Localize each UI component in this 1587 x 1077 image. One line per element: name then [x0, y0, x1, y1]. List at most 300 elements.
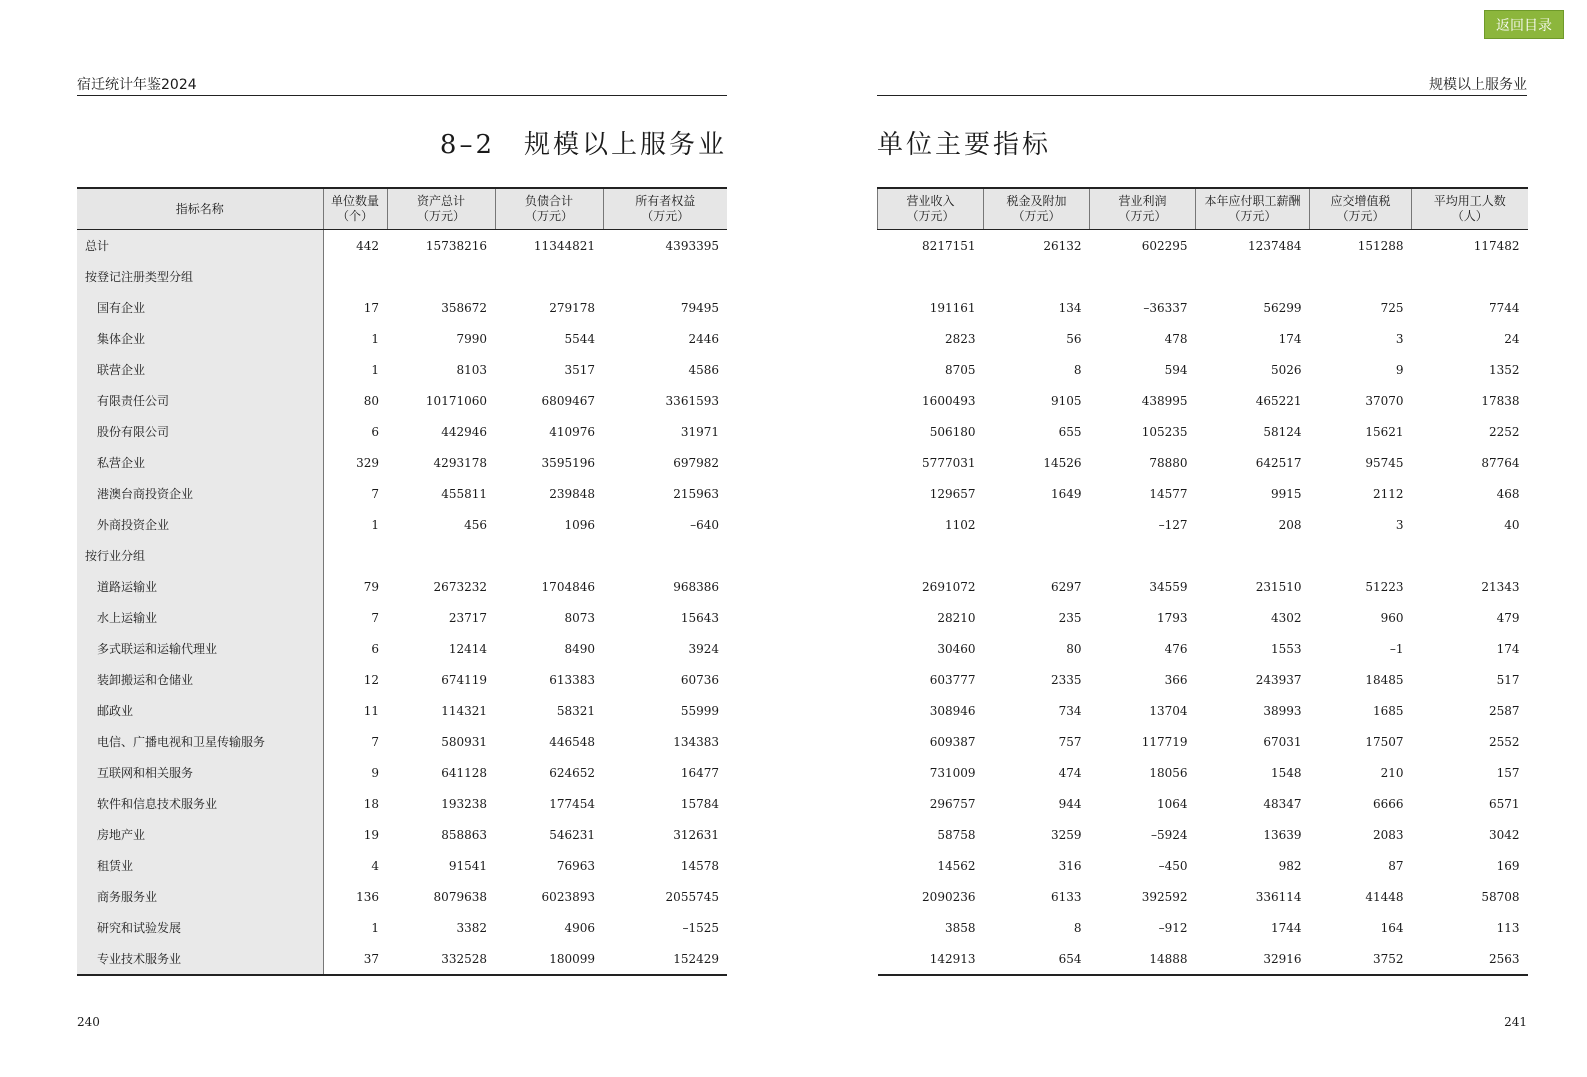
table-cell: 239848: [549, 486, 595, 501]
table-cell: 8073: [564, 610, 595, 625]
table-row: [77, 323, 727, 354]
table-row: [878, 664, 1528, 695]
table-cell: 58708: [1481, 889, 1520, 904]
indicator-name: 外商投资企业: [77, 509, 323, 540]
table-cell: 6571: [1488, 796, 1520, 811]
table-cell: –1525: [682, 920, 719, 935]
table-row: [878, 726, 1528, 757]
table-row: [77, 602, 727, 633]
table-cell: 580931: [441, 734, 487, 749]
table-cell: 231510: [1255, 579, 1302, 594]
table-cell: 725: [1380, 300, 1404, 315]
table-cell: 308946: [929, 703, 976, 718]
table-cell: 442946: [441, 424, 487, 439]
table-cell: 329: [356, 455, 379, 470]
table-cell: 8103: [456, 362, 487, 377]
table-cell: [1412, 261, 1528, 292]
table-cell: [1412, 540, 1528, 571]
table-cell: 15738216: [425, 238, 487, 253]
table-cell: 7: [371, 734, 379, 749]
table-row: [77, 540, 727, 571]
table-cell: 215963: [673, 486, 719, 501]
table-cell: 55999: [680, 703, 719, 718]
column-header-unit: （万元）: [1228, 209, 1277, 223]
table-row: [77, 416, 727, 447]
table-cell: 336114: [1255, 889, 1302, 904]
table-row: [77, 354, 727, 385]
table-cell: 506180: [929, 424, 976, 439]
table-cell: 12414: [448, 641, 487, 656]
table-cell: 3382: [456, 920, 487, 935]
table-cell: 2112: [1372, 486, 1404, 501]
table-cell: 316: [1058, 858, 1082, 873]
table-cell: 10171060: [425, 393, 487, 408]
column-header-unit: （万元）: [416, 209, 465, 223]
column-header-unit: （万元）: [1336, 209, 1385, 223]
table-cell: [387, 540, 495, 571]
table-cell: 31971: [680, 424, 719, 439]
table-row: [77, 292, 727, 323]
table-cell: 312631: [673, 827, 719, 842]
column-header-unit: （万元）: [1118, 209, 1167, 223]
table-cell: 19: [363, 827, 379, 842]
table-row: [878, 261, 1528, 292]
column-header: [1310, 188, 1412, 230]
column-header-label: 指标名称: [175, 201, 224, 216]
table-cell: 3752: [1310, 943, 1412, 975]
table-cell: 18056: [1149, 765, 1188, 780]
table-cell: 23717: [448, 610, 487, 625]
table-cell: 279178: [549, 300, 595, 315]
table-cell: 8217151: [922, 238, 976, 253]
column-header: [878, 188, 984, 230]
table-cell: 210: [1380, 765, 1404, 780]
table-cell: 26132: [1043, 238, 1082, 253]
table-row: [878, 354, 1528, 385]
table-cell: 14577: [1149, 486, 1188, 501]
table-cell: 603777: [929, 672, 976, 687]
table-cell: 113: [1496, 920, 1520, 935]
table-cell: 58321: [556, 703, 595, 718]
table-row: [77, 881, 727, 912]
table-cell: 157: [1496, 765, 1520, 780]
column-header: [1412, 188, 1528, 230]
table-row: [77, 819, 727, 850]
table-cell: 6: [371, 641, 379, 656]
page-number-left: 240: [77, 1015, 100, 1029]
table-row: [77, 509, 727, 540]
column-header: [323, 188, 387, 230]
table-cell: 142913: [878, 943, 984, 975]
table-cell: [984, 540, 1090, 571]
table-cell: 446548: [549, 734, 595, 749]
indicator-name: 软件和信息技术服务业: [77, 788, 323, 819]
table-row: [878, 478, 1528, 509]
table-cell: 4302: [1270, 610, 1302, 625]
table-cell: 1: [371, 920, 379, 935]
table-cell: 243937: [1255, 672, 1302, 687]
table-cell: 1553: [1270, 641, 1302, 656]
column-header-label: 营业利润: [1118, 194, 1167, 208]
back-to-contents-button[interactable]: 返回目录: [1484, 10, 1564, 39]
table-cell: 1352: [1488, 362, 1520, 377]
table-row: [878, 509, 1528, 540]
table-cell: 48347: [1263, 796, 1302, 811]
table-cell: 17507: [1365, 734, 1404, 749]
indicator-name: 专业技术服务业: [77, 943, 323, 975]
table-cell: –450: [1158, 858, 1188, 873]
table-cell: 15784: [680, 796, 719, 811]
column-header-label: 应交增值税: [1330, 194, 1391, 208]
table-cell: 169: [1496, 858, 1520, 873]
table-cell: 479: [1496, 610, 1520, 625]
table-cell: 30460: [937, 641, 976, 656]
table-cell: 2563: [1412, 943, 1528, 975]
table-cell: 2252: [1488, 424, 1520, 439]
table-row: [77, 912, 727, 943]
table-cell: 296757: [929, 796, 976, 811]
table-cell: 14888: [1090, 943, 1196, 975]
table-cell: 152429: [603, 943, 727, 975]
table-cell: 2691072: [922, 579, 976, 594]
column-header-label: 本年应付职工薪酬: [1204, 194, 1301, 208]
table-row: [878, 416, 1528, 447]
indicator-name: 国有企业: [77, 292, 323, 323]
table-cell: 134: [1058, 300, 1082, 315]
table-cell: 609387: [929, 734, 976, 749]
column-header: [495, 188, 603, 230]
table-cell: 3517: [564, 362, 595, 377]
page-number-right: 241: [1504, 1015, 1527, 1029]
table-cell: 476: [1164, 641, 1188, 656]
column-header-label: 税金及附加: [1006, 194, 1067, 208]
table-row: [77, 447, 727, 478]
table-cell: [603, 540, 727, 571]
table-cell: [603, 261, 727, 292]
column-header: [387, 188, 495, 230]
indicator-name: 私营企业: [77, 447, 323, 478]
table-row: [77, 726, 727, 757]
right-table-body: [878, 230, 1528, 976]
table-cell: 18: [363, 796, 379, 811]
table-cell: –127: [1158, 517, 1188, 532]
table-cell: 174: [1496, 641, 1520, 656]
table-row: [77, 664, 727, 695]
table-cell: 1: [371, 517, 379, 532]
table-cell: [984, 509, 1090, 540]
column-header: [603, 188, 727, 230]
indicator-name: 多式联运和运输代理业: [77, 633, 323, 664]
indicator-name: 按登记注册类型分组: [77, 261, 323, 292]
table-cell: 8490: [564, 641, 595, 656]
table-cell: 80: [363, 393, 379, 408]
column-header-unit: （个）: [336, 209, 373, 223]
table-cell: 11: [363, 703, 379, 718]
table-cell: 410976: [549, 424, 595, 439]
left-header-row: [77, 188, 727, 230]
indicator-name: 电信、广播电视和卫星传输服务: [77, 726, 323, 757]
table-cell: 465221: [1255, 393, 1302, 408]
column-header-unit: （万元）: [906, 209, 955, 223]
column-header-label: 所有者权益: [635, 194, 696, 208]
table-cell: 105235: [1141, 424, 1188, 439]
table-cell: 12: [363, 672, 379, 687]
table-row: [878, 850, 1528, 881]
table-cell: [495, 261, 603, 292]
table-cell: 7: [371, 486, 379, 501]
indicator-name: 港澳台商投资企业: [77, 478, 323, 509]
table-cell: 2335: [1050, 672, 1082, 687]
table-cell: 51223: [1365, 579, 1404, 594]
table-cell: 731009: [929, 765, 976, 780]
table-cell: 58758: [937, 827, 976, 842]
table-cell: 79495: [680, 300, 719, 315]
table-cell: 87764: [1481, 455, 1520, 470]
column-header: [1090, 188, 1196, 230]
table-cell: 1744: [1270, 920, 1302, 935]
table-cell: 17: [363, 300, 379, 315]
table-cell: 58124: [1263, 424, 1302, 439]
table-cell: 177454: [549, 796, 595, 811]
indicator-name: 总计: [77, 230, 323, 262]
table-row: [878, 757, 1528, 788]
table-cell: 3858: [944, 920, 976, 935]
column-header: [984, 188, 1090, 230]
table-cell: 858863: [441, 827, 487, 842]
table-cell: 164: [1380, 920, 1404, 935]
table-cell: 208: [1278, 517, 1302, 532]
table-cell: –5924: [1150, 827, 1188, 842]
page-title-left: 8–2 规模以上服务业: [439, 130, 727, 160]
table-row: [878, 323, 1528, 354]
table-cell: 40: [1504, 517, 1520, 532]
indicator-name: 房地产业: [77, 819, 323, 850]
table-cell: 4293178: [433, 455, 487, 470]
table-cell: 2587: [1488, 703, 1520, 718]
table-cell: 117482: [1473, 238, 1520, 253]
table-cell: 613383: [549, 672, 595, 687]
table-row: [77, 571, 727, 602]
table-cell: 6297: [1050, 579, 1082, 594]
column-header: [1196, 188, 1310, 230]
table-row: [878, 788, 1528, 819]
table-row: [77, 695, 727, 726]
table-cell: 642517: [1255, 455, 1302, 470]
table-cell: 1548: [1270, 765, 1302, 780]
table-cell: 14562: [937, 858, 976, 873]
running-head-left: 宿迁统计年鉴2024: [77, 74, 727, 96]
table-cell: 60736: [680, 672, 719, 687]
table-cell: 517: [1496, 672, 1520, 687]
table-cell: 1064: [1156, 796, 1188, 811]
table-cell: 2083: [1372, 827, 1404, 842]
left-table-body: [77, 230, 727, 976]
column-header-label: 营业收入: [906, 194, 955, 208]
table-row: [77, 478, 727, 509]
table-cell: [878, 540, 984, 571]
table-cell: 6809467: [541, 393, 595, 408]
indicator-name: 股份有限公司: [77, 416, 323, 447]
table-cell: 3: [1395, 331, 1404, 346]
table-cell: 674119: [441, 672, 487, 687]
table-cell: 9: [371, 765, 379, 780]
table-cell: 8079638: [433, 889, 487, 904]
table-cell: 3924: [688, 641, 719, 656]
table-cell: 9915: [1270, 486, 1302, 501]
column-header-unit: （万元）: [1012, 209, 1061, 223]
table-cell: 960: [1380, 610, 1404, 625]
table-cell: 136: [356, 889, 379, 904]
table-cell: –640: [690, 517, 719, 532]
table-cell: 968386: [673, 579, 719, 594]
running-head-right: 规模以上服务业: [877, 74, 1527, 96]
table-cell: [984, 261, 1090, 292]
table-cell: 5544: [564, 331, 595, 346]
column-header-label: 单位数量: [330, 194, 379, 208]
table-cell: 944: [1058, 796, 1082, 811]
table-cell: 4: [371, 858, 379, 873]
right-data-table: [877, 187, 1528, 976]
indicator-name: 商务服务业: [77, 881, 323, 912]
table-row: [878, 230, 1528, 262]
table-cell: 1096: [564, 517, 595, 532]
left-data-table: [77, 187, 727, 976]
table-cell: 7990: [456, 331, 487, 346]
table-cell: –1: [1389, 641, 1404, 656]
table-cell: 392592: [1141, 889, 1188, 904]
table-cell: [323, 261, 387, 292]
indicator-name: 邮政业: [77, 695, 323, 726]
table-cell: 8: [1073, 920, 1082, 935]
table-cell: 734: [1058, 703, 1082, 718]
column-header: [77, 188, 323, 230]
table-cell: 468: [1496, 486, 1520, 501]
table-row: [878, 385, 1528, 416]
table-cell: 2055745: [665, 889, 719, 904]
table-row: [878, 292, 1528, 323]
indicator-name: 按行业分组: [77, 540, 323, 571]
table-cell: 5777031: [922, 455, 976, 470]
table-cell: 38993: [1263, 703, 1302, 718]
table-row: [878, 819, 1528, 850]
table-row: [878, 633, 1528, 664]
table-row: [77, 230, 727, 262]
table-cell: 456: [464, 517, 487, 532]
table-cell: 56: [1066, 331, 1082, 346]
table-cell: [1310, 261, 1412, 292]
table-cell: 2446: [688, 331, 719, 346]
table-row: [77, 385, 727, 416]
table-cell: 4393395: [665, 238, 719, 253]
table-cell: 332528: [387, 943, 495, 975]
column-header-label: 资产总计: [416, 194, 465, 208]
table-cell: 3361593: [665, 393, 719, 408]
table-row: [878, 571, 1528, 602]
table-cell: 18485: [1365, 672, 1404, 687]
column-header-unit: （万元）: [641, 209, 690, 223]
table-cell: 2673232: [433, 579, 487, 594]
table-cell: [495, 540, 603, 571]
table-row: [77, 261, 727, 292]
table-cell: [1196, 540, 1310, 571]
table-cell: 624652: [549, 765, 595, 780]
table-cell: 455811: [441, 486, 487, 501]
table-cell: 67031: [1263, 734, 1302, 749]
table-cell: 6023893: [541, 889, 595, 904]
table-cell: 9105: [1050, 393, 1082, 408]
table-row: [878, 912, 1528, 943]
table-cell: –36337: [1143, 300, 1188, 315]
table-row: [77, 943, 727, 975]
table-cell: 478: [1164, 331, 1188, 346]
table-cell: 2552: [1488, 734, 1520, 749]
table-cell: 14526: [1043, 455, 1082, 470]
table-cell: 6133: [1050, 889, 1082, 904]
table-cell: 4586: [688, 362, 719, 377]
table-cell: [1196, 261, 1310, 292]
table-cell: 1237484: [1248, 238, 1302, 253]
page-title-right: 单位主要指标: [877, 130, 1052, 160]
table-cell: 6: [371, 424, 379, 439]
indicator-name: 道路运输业: [77, 571, 323, 602]
table-cell: 37: [323, 943, 387, 975]
table-cell: 193238: [441, 796, 487, 811]
table-row: [77, 633, 727, 664]
table-cell: 7744: [1488, 300, 1520, 315]
table-cell: 1649: [1050, 486, 1082, 501]
table-cell: 3595196: [541, 455, 595, 470]
table-cell: 129657: [929, 486, 976, 501]
column-header-unit: （人）: [1451, 209, 1488, 223]
indicator-name: 集体企业: [77, 323, 323, 354]
column-header-label: 负债合计: [524, 194, 573, 208]
table-cell: 180099: [495, 943, 603, 975]
table-cell: 91541: [448, 858, 487, 873]
table-cell: 2823: [944, 331, 976, 346]
indicator-name: 租赁业: [77, 850, 323, 881]
table-cell: 641128: [441, 765, 487, 780]
table-cell: 4906: [564, 920, 595, 935]
table-cell: 34559: [1149, 579, 1188, 594]
column-header-label: 平均用工人数: [1433, 194, 1506, 208]
table-cell: 1: [371, 331, 379, 346]
table-cell: 655: [1058, 424, 1082, 439]
table-cell: 235: [1058, 610, 1082, 625]
indicator-name: 装卸搬运和仓储业: [77, 664, 323, 695]
table-cell: 24: [1504, 331, 1520, 346]
table-cell: 15643: [680, 610, 719, 625]
table-row: [878, 943, 1528, 975]
table-cell: 1685: [1372, 703, 1404, 718]
table-cell: 757: [1058, 734, 1082, 749]
right-header-row: [878, 188, 1528, 230]
table-cell: 5026: [1270, 362, 1302, 377]
table-cell: 79: [363, 579, 379, 594]
table-cell: [387, 261, 495, 292]
table-cell: 191161: [929, 300, 976, 315]
table-cell: 13639: [1263, 827, 1302, 842]
indicator-name: 互联网和相关服务: [77, 757, 323, 788]
table-cell: [878, 261, 984, 292]
table-cell: 114321: [441, 703, 487, 718]
table-cell: 602295: [1141, 238, 1188, 253]
indicator-name: 研究和试验发展: [77, 912, 323, 943]
table-cell: –912: [1158, 920, 1188, 935]
table-cell: 358672: [441, 300, 487, 315]
table-cell: 9: [1395, 362, 1404, 377]
table-cell: 56299: [1263, 300, 1302, 315]
table-cell: 16477: [680, 765, 719, 780]
